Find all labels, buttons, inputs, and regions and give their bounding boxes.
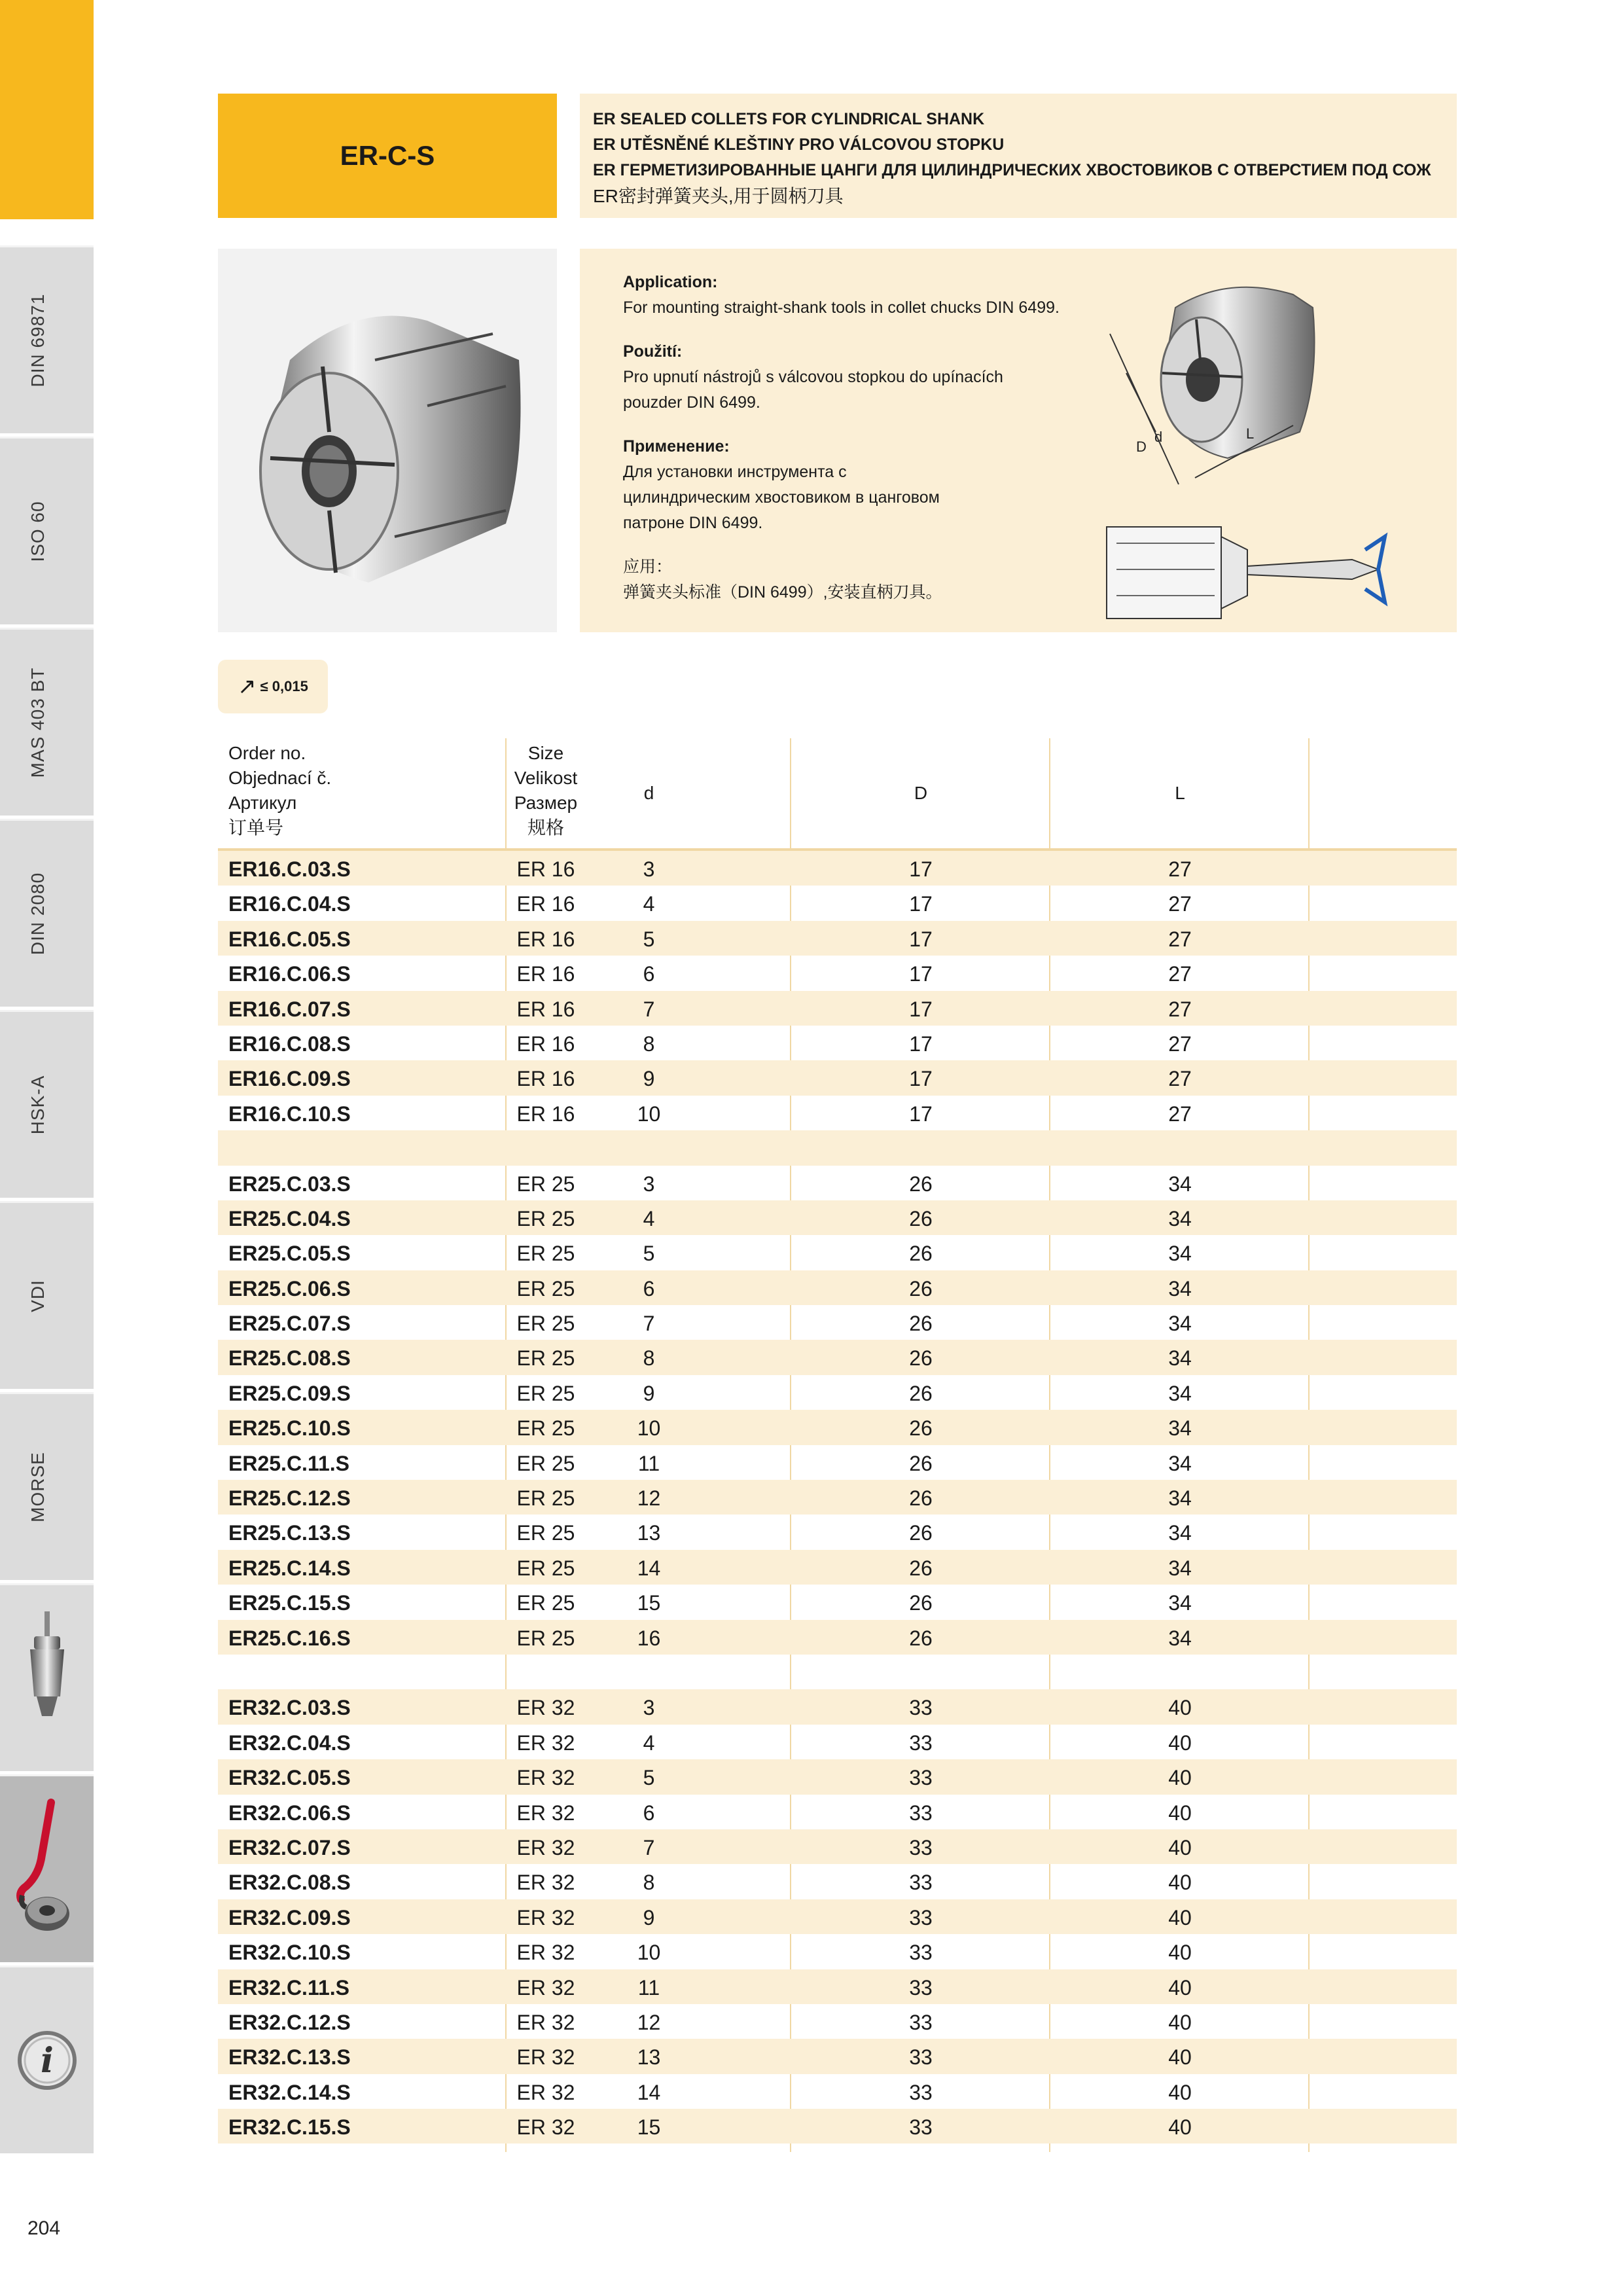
table-row [218, 991, 1457, 1026]
subtitle-block [580, 94, 1457, 218]
dimension-d-label: d [1154, 429, 1163, 445]
application-heading-en: Application: [623, 273, 718, 291]
header-L: L [1175, 783, 1185, 803]
L-cell: 40 [1168, 1835, 1192, 1859]
header-size: Size Velikost Размер 规格 [514, 743, 578, 838]
D-cell: 17 [909, 857, 933, 881]
table-row [218, 1620, 1457, 1655]
D-cell: 33 [909, 1871, 933, 1895]
order-no-cell: ER16.C.08.S [228, 1031, 351, 1056]
size-cell: ER 32 [516, 2080, 575, 2104]
table-body [218, 851, 1457, 2144]
L-cell: 40 [1168, 2115, 1192, 2140]
svg-text:i: i [41, 2041, 54, 2081]
table-row [218, 1934, 1457, 1969]
D-cell: 26 [909, 1242, 933, 1266]
product-photo [218, 249, 557, 632]
order-no-cell: ER32.C.12.S [228, 2010, 351, 2034]
d-cell: 7 [643, 1835, 655, 1859]
D-cell: 33 [909, 1975, 933, 2000]
size-cell: ER 32 [516, 1696, 575, 1720]
size-cell: ER 32 [516, 2045, 575, 2070]
d-cell: 12 [637, 2010, 661, 2034]
tab-din-69871[interactable] [0, 245, 94, 433]
tab-info[interactable] [0, 1965, 94, 2153]
d-cell: 16 [637, 1626, 661, 1650]
table-row [218, 1200, 1457, 1235]
d-cell: 15 [637, 1591, 661, 1615]
order-no-cell: ER16.C.03.S [228, 857, 351, 881]
order-no-cell: ER32.C.04.S [228, 1731, 351, 1755]
d-cell: 7 [643, 997, 655, 1021]
D-cell: 26 [909, 1556, 933, 1580]
size-cell: ER 32 [516, 1871, 575, 1895]
L-cell: 34 [1168, 1172, 1192, 1196]
header-order-no: Order no. Objednací č. Артикул 订单号 [228, 743, 332, 838]
order-no-cell: ER25.C.09.S [228, 1381, 351, 1405]
D-cell: 33 [909, 1766, 933, 1790]
size-cell: ER 16 [516, 962, 575, 986]
order-no-cell: ER16.C.09.S [228, 1067, 351, 1091]
d-cell: 11 [637, 1975, 660, 2000]
collet-photo-image [218, 249, 557, 632]
d-cell: 6 [643, 1801, 655, 1825]
L-cell: 34 [1168, 1312, 1192, 1336]
tab-drill-chuck[interactable] [0, 1583, 94, 1771]
tab-label: DIN 2080 [27, 872, 48, 956]
d-cell: 15 [637, 2115, 661, 2140]
L-cell: 27 [1168, 892, 1192, 916]
D-cell: 26 [909, 1312, 933, 1336]
size-cell: ER 32 [516, 1801, 575, 1825]
table-row [218, 1585, 1457, 1619]
L-cell [1050, 1130, 1310, 1165]
L-cell: 27 [1168, 927, 1192, 951]
tab-wrench-collet-nut[interactable] [0, 1774, 94, 1962]
L-cell: 40 [1168, 1801, 1192, 1825]
info-icon [0, 1967, 94, 2155]
order-no-cell: ER16.C.07.S [228, 997, 351, 1021]
application-text-cn: 弹簧夹头标准（DIN 6499）,安装直柄刀具。 [623, 583, 942, 601]
D-cell: 33 [909, 2010, 933, 2034]
size-cell: ER 16 [516, 997, 575, 1021]
tab-din-2080[interactable] [0, 819, 94, 1007]
d-cell: 13 [637, 2045, 661, 2070]
L-cell: 34 [1168, 1206, 1192, 1230]
D-cell: 33 [909, 1905, 933, 1929]
D-cell: 17 [909, 962, 933, 986]
table-row [218, 1864, 1457, 1899]
table-row [218, 1096, 1457, 1130]
tab-label: VDI [27, 1280, 48, 1312]
order-no-cell: ER25.C.03.S [228, 1172, 351, 1196]
order-no-cell: ER32.C.13.S [228, 2045, 351, 2070]
size-cell: ER 32 [516, 1766, 575, 1790]
tab-label: MAS 403 BT [27, 667, 48, 778]
D-cell: 33 [909, 1835, 933, 1859]
d-cell: 3 [643, 1172, 655, 1196]
tab-vdi[interactable] [0, 1201, 94, 1389]
D-cell: 17 [909, 1067, 933, 1091]
d-cell: 3 [643, 1696, 655, 1720]
D-cell: 17 [909, 997, 933, 1021]
D-cell: 26 [909, 1172, 933, 1196]
application-panel [580, 249, 1457, 632]
L-cell: 27 [1168, 1102, 1192, 1126]
application-text-cz-1: Pro upnutí nástrojů s válcovou stopkou do upínacích [623, 368, 1003, 386]
d-cell: 10 [637, 1941, 661, 1965]
L-cell: 40 [1168, 1731, 1192, 1755]
order-no-cell: ER25.C.12.S [228, 1486, 351, 1511]
collet-dimension-drawing [1097, 262, 1450, 622]
D-cell: 33 [909, 1801, 933, 1825]
d-cell: 7 [643, 1312, 655, 1336]
L-cell: 40 [1168, 1871, 1192, 1895]
D-cell: 33 [909, 1731, 933, 1755]
size-cell: ER 25 [516, 1172, 575, 1196]
d-cell: 5 [643, 927, 655, 951]
tab-label: ISO 60 [27, 501, 48, 562]
D-cell: 33 [909, 2115, 933, 2140]
D-cell: 26 [909, 1591, 933, 1615]
table-row [218, 1829, 1457, 1864]
subtitle-cz: ER UTĚSNĚNÉ KLEŠTINY PRO VÁLCOVOU STOPKU [593, 135, 1005, 154]
table-row [218, 1515, 1457, 1549]
application-heading-cn: 应用： [623, 558, 673, 576]
D-cell: 17 [909, 927, 933, 951]
wrench-collet-nut-icon [0, 1776, 94, 1964]
L-cell: 27 [1168, 997, 1192, 1021]
L-cell: 34 [1168, 1556, 1192, 1580]
table-row [218, 1375, 1457, 1410]
d-cell: 4 [643, 1731, 655, 1755]
L-cell: 40 [1168, 2045, 1192, 2070]
size-cell: ER 25 [516, 1312, 575, 1336]
size-cell: ER 32 [516, 1941, 575, 1965]
d-cell: 14 [637, 1556, 661, 1580]
table-header [218, 738, 1457, 851]
tab-hsk-a[interactable] [0, 1010, 94, 1198]
D-cell: 33 [909, 1941, 933, 1965]
d-cell [507, 1655, 791, 1689]
subtitle-en: ER SEALED COLLETS FOR CYLINDRICAL SHANK [593, 110, 985, 128]
L-cell: 34 [1168, 1521, 1192, 1545]
L-cell: 27 [1168, 962, 1192, 986]
D-cell: 17 [909, 1031, 933, 1056]
header-d: d [643, 783, 654, 803]
d-cell: 9 [643, 1067, 655, 1091]
d-cell: 8 [643, 1871, 655, 1895]
table-row [218, 1725, 1457, 1759]
page-number: 204 [27, 2217, 61, 2239]
order-no-cell: ER25.C.16.S [228, 1626, 351, 1650]
order-no-cell: ER32.C.08.S [228, 1871, 351, 1895]
L-cell: 27 [1168, 1031, 1192, 1056]
table-row [218, 886, 1457, 920]
order-no-cell: ER25.C.10.S [228, 1416, 351, 1441]
drill-chuck-icon [0, 1585, 94, 1773]
application-text-ru-1: Для установки инструмента с [623, 463, 847, 481]
L-cell: 34 [1168, 1346, 1192, 1371]
tab-morse[interactable] [0, 1392, 94, 1580]
order-no-cell: ER16.C.10.S [228, 1102, 351, 1126]
order-no-cell: ER32.C.03.S [228, 1696, 351, 1720]
D-cell: 26 [909, 1206, 933, 1230]
size-cell: ER 25 [516, 1626, 575, 1650]
L-cell: 27 [1168, 857, 1192, 881]
table-row [218, 1759, 1457, 1794]
size-cell: ER 25 [516, 1276, 575, 1300]
D-cell: 26 [909, 1451, 933, 1475]
D-cell: 17 [909, 892, 933, 916]
application-text-en: For mounting straight-shank tools in collet chucks DIN 6499. [623, 298, 1060, 317]
D-cell: 33 [909, 2045, 933, 2070]
order-no-cell: ER25.C.07.S [228, 1312, 351, 1336]
D-cell: 26 [909, 1416, 933, 1441]
application-heading-ru: Применение: [623, 437, 730, 456]
d-cell: 8 [643, 1346, 655, 1371]
size-cell: ER 25 [516, 1346, 575, 1371]
side-navigation [0, 0, 94, 2173]
table-row [218, 1795, 1457, 1829]
dimension-L-label: L [1246, 425, 1255, 442]
L-cell: 34 [1168, 1591, 1192, 1615]
D-cell [791, 1655, 1050, 1689]
size-cell: ER 25 [516, 1242, 575, 1266]
order-no-cell: ER25.C.14.S [228, 1556, 351, 1580]
table-row [218, 1235, 1457, 1270]
order-no-cell: ER32.C.10.S [228, 1941, 351, 1965]
table-row [218, 1166, 1457, 1200]
size-cell: ER 25 [516, 1381, 575, 1405]
order-no-cell: ER25.C.05.S [228, 1242, 351, 1266]
application-text-ru-2: цилиндрическим хвостовиком в цанговом [623, 488, 940, 507]
L-cell: 40 [1168, 1941, 1192, 1965]
L-cell: 34 [1168, 1626, 1192, 1650]
d-cell: 4 [643, 892, 655, 916]
d-cell: 12 [637, 1486, 661, 1511]
size-cell: ER 25 [516, 1416, 575, 1441]
subtitle-ru: ER ГЕРМЕТИЗИРОВАННЫЕ ЦАНГИ ДЛЯ ЦИЛИНДРИЧЕСКИХ ХВОСТОВИКОВ С ОТВЕРСТИЕМ ПОД СОЖ [593, 161, 1431, 179]
table-row [218, 1550, 1457, 1585]
size-cell: ER 25 [516, 1451, 575, 1475]
size-cell: ER 32 [516, 2115, 575, 2140]
L-cell: 34 [1168, 1242, 1192, 1266]
L-cell: 40 [1168, 1905, 1192, 1929]
table-row [218, 1410, 1457, 1444]
L-cell [1050, 1655, 1310, 1689]
tab-label: DIN 69871 [27, 293, 48, 387]
D-cell: 26 [909, 1521, 933, 1545]
d-cell: 3 [643, 857, 655, 881]
d-cell: 9 [643, 1905, 655, 1929]
D-cell: 17 [909, 1102, 933, 1126]
collet-table [218, 738, 1457, 2144]
D-cell: 33 [909, 1696, 933, 1720]
table-row [218, 851, 1457, 886]
order-no-cell: ER32.C.06.S [228, 1801, 351, 1825]
D-cell: 26 [909, 1626, 933, 1650]
runout-arrow-icon: ↗ [238, 674, 257, 699]
subtitle-cn: ER密封弹簧夹头,用于圆柄刀具 [593, 186, 844, 206]
d-cell: 5 [643, 1242, 655, 1266]
table-row [218, 1026, 1457, 1060]
tab-mas-403-bt[interactable] [0, 628, 94, 816]
order-no-cell: ER25.C.08.S [228, 1346, 351, 1371]
table-row [218, 1689, 1457, 1724]
size-cell: ER 32 [516, 2010, 575, 2034]
L-cell: 34 [1168, 1276, 1192, 1300]
order-no-cell: ER32.C.11.S [228, 1975, 349, 2000]
size-cell: ER 25 [516, 1591, 575, 1615]
size-cell: ER 32 [516, 1731, 575, 1755]
table-row [218, 956, 1457, 990]
order-no-cell: ER25.C.13.S [228, 1521, 351, 1545]
table-row [218, 1060, 1457, 1095]
tolerance-value: ≤ 0,015 [260, 678, 308, 694]
table-row [218, 921, 1457, 956]
size-cell: ER 25 [516, 1521, 575, 1545]
dimension-D-label: D [1136, 439, 1147, 455]
order-no-cell: ER32.C.05.S [228, 1766, 351, 1790]
size-cell: ER 25 [516, 1206, 575, 1230]
order-no-cell: ER32.C.09.S [228, 1905, 351, 1929]
table-row [218, 1655, 1457, 1689]
order-no-cell: ER25.C.11.S [228, 1451, 349, 1475]
page-title: ER-C-S [218, 94, 557, 218]
order-no-cell: ER16.C.05.S [228, 927, 351, 951]
table-row [218, 1969, 1457, 2004]
d-cell: 6 [643, 962, 655, 986]
table-row [218, 1340, 1457, 1374]
tab-iso-60[interactable] [0, 437, 94, 624]
D-cell: 26 [909, 1276, 933, 1300]
D-cell: 26 [909, 1486, 933, 1511]
table-row [218, 2004, 1457, 2039]
L-cell: 34 [1168, 1486, 1192, 1511]
d-cell: 14 [637, 2080, 661, 2104]
size-cell: ER 32 [516, 1975, 575, 2000]
size-cell: ER 32 [516, 1835, 575, 1859]
table-row [218, 1130, 1457, 1165]
order-no-cell: ER16.C.04.S [228, 892, 351, 916]
size-cell: ER 32 [516, 1905, 575, 1929]
table-row [218, 1899, 1457, 1934]
d-cell: 6 [643, 1276, 655, 1300]
application-text [623, 270, 1081, 605]
order-no-cell: ER25.C.04.S [228, 1206, 351, 1230]
application-text-ru-3: патроне DIN 6499. [623, 514, 763, 532]
L-cell: 34 [1168, 1451, 1192, 1475]
D-cell: 26 [909, 1381, 933, 1405]
order-no-cell: ER25.C.06.S [228, 1276, 351, 1300]
header-D: D [914, 783, 928, 803]
L-cell: 40 [1168, 2080, 1192, 2104]
size-cell: ER 25 [516, 1486, 575, 1511]
D-cell: 26 [909, 1346, 933, 1371]
size-cell: ER 25 [516, 1556, 575, 1580]
table-row [218, 2039, 1457, 2073]
application-text-cz-2: pouzder DIN 6499. [623, 393, 760, 412]
table-row [218, 2109, 1457, 2144]
d-cell: 13 [637, 1521, 661, 1545]
d-cell: 8 [643, 1031, 655, 1056]
size-cell: ER 16 [516, 1102, 575, 1126]
size-cell: ER 16 [516, 1031, 575, 1056]
L-cell: 34 [1168, 1416, 1192, 1441]
table-row [218, 1270, 1457, 1305]
d-cell: 9 [643, 1381, 655, 1405]
order-no-cell: ER16.C.06.S [228, 962, 351, 986]
size-cell: ER 16 [516, 927, 575, 951]
tolerance-badge [218, 660, 328, 713]
d-cell: 5 [643, 1766, 655, 1790]
tab-label: HSK-A [27, 1075, 48, 1135]
sidebar-accent-block [0, 0, 94, 219]
D-cell [791, 1130, 1050, 1165]
d-cell: 10 [637, 1416, 661, 1441]
size-cell: ER 16 [516, 857, 575, 881]
order-no-cell: ER25.C.15.S [228, 1591, 351, 1615]
d-cell: 10 [637, 1102, 661, 1126]
d-cell [507, 1130, 791, 1165]
L-cell: 40 [1168, 1766, 1192, 1790]
table-row [218, 2074, 1457, 2109]
table-row [218, 1445, 1457, 1480]
size-cell: ER 16 [516, 1067, 575, 1091]
L-cell: 40 [1168, 2010, 1192, 2034]
order-no-cell: ER32.C.14.S [228, 2080, 351, 2104]
L-cell: 40 [1168, 1975, 1192, 2000]
L-cell: 27 [1168, 1067, 1192, 1091]
L-cell: 34 [1168, 1381, 1192, 1405]
table-row [218, 1480, 1457, 1515]
application-heading-cz: Použití: [623, 342, 683, 361]
order-no-cell: ER32.C.07.S [228, 1835, 351, 1859]
table-row [218, 1305, 1457, 1340]
size-cell: ER 16 [516, 892, 575, 916]
tab-label: MORSE [27, 1452, 48, 1522]
L-cell: 40 [1168, 1696, 1192, 1720]
D-cell: 33 [909, 2080, 933, 2104]
d-cell: 11 [637, 1451, 660, 1475]
d-cell: 4 [643, 1206, 655, 1230]
order-no-cell: ER32.C.15.S [228, 2115, 351, 2140]
